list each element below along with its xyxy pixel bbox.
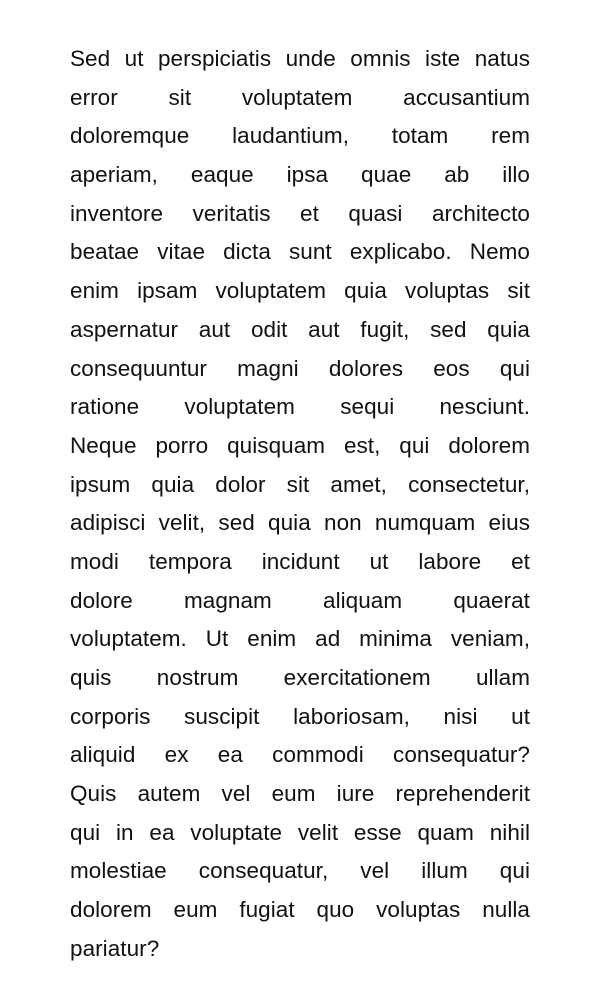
paragraph-line-1: Sed ut perspiciatis unde omnis iste natus xyxy=(70,46,530,71)
paragraph-line-4: aperiam, eaque ipsa quae ab illo xyxy=(70,162,530,188)
paragraph-line-18: corporis suscipit laboriosam, nisi ut xyxy=(70,703,530,729)
paragraph-line-11: Neque porro quisquam est, qui dolorem xyxy=(70,432,530,458)
body-paragraph xyxy=(70,40,530,969)
paragraph-line-24: pariatur? xyxy=(70,935,160,961)
paragraph-line-12: ipsum quia dolor sit amet, consectetur, xyxy=(70,471,530,497)
paragraph-line-21: qui in ea voluptate velit esse quam nihil xyxy=(70,819,530,845)
paragraph-line-7: enim ipsam voluptatem quia voluptas sit xyxy=(70,278,530,304)
paragraph-line-22: molestiae consequatur, vel illum qui xyxy=(70,858,530,884)
paragraph-line-15: dolore magnam aliquam quaerat xyxy=(70,587,530,613)
paragraph-line-6: beatae vitae dicta sunt explicabo. Nemo xyxy=(70,239,530,265)
paragraph-line-16: voluptatem. Ut enim ad minima veniam, xyxy=(70,626,530,652)
paragraph-line-3: doloremque laudantium, totam rem xyxy=(70,123,530,149)
paragraph-line-8: aspernatur aut odit aut fugit, sed quia xyxy=(70,316,530,342)
paragraph-line-20: Quis autem vel eum iure reprehenderit xyxy=(70,781,530,807)
paragraph-line-14: modi tempora incidunt ut labore et xyxy=(70,548,530,574)
paragraph-line-5: inventore veritatis et quasi architecto xyxy=(70,200,530,226)
paragraph-line-2: error sit voluptatem accusantium xyxy=(70,84,530,110)
paragraph-line-13: adipisci velit, sed quia non numquam eius xyxy=(70,510,530,536)
paragraph-line-10: ratione voluptatem sequi nesciunt. xyxy=(70,394,530,420)
paragraph-line-19: aliquid ex ea commodi consequatur? xyxy=(70,742,530,768)
paragraph-line-17: quis nostrum exercitationem ullam xyxy=(70,665,530,690)
paragraph-line-23: dolorem eum fugiat quo voluptas nulla xyxy=(70,897,530,923)
paragraph-line-9: consequuntur magni dolores eos qui xyxy=(70,355,530,381)
